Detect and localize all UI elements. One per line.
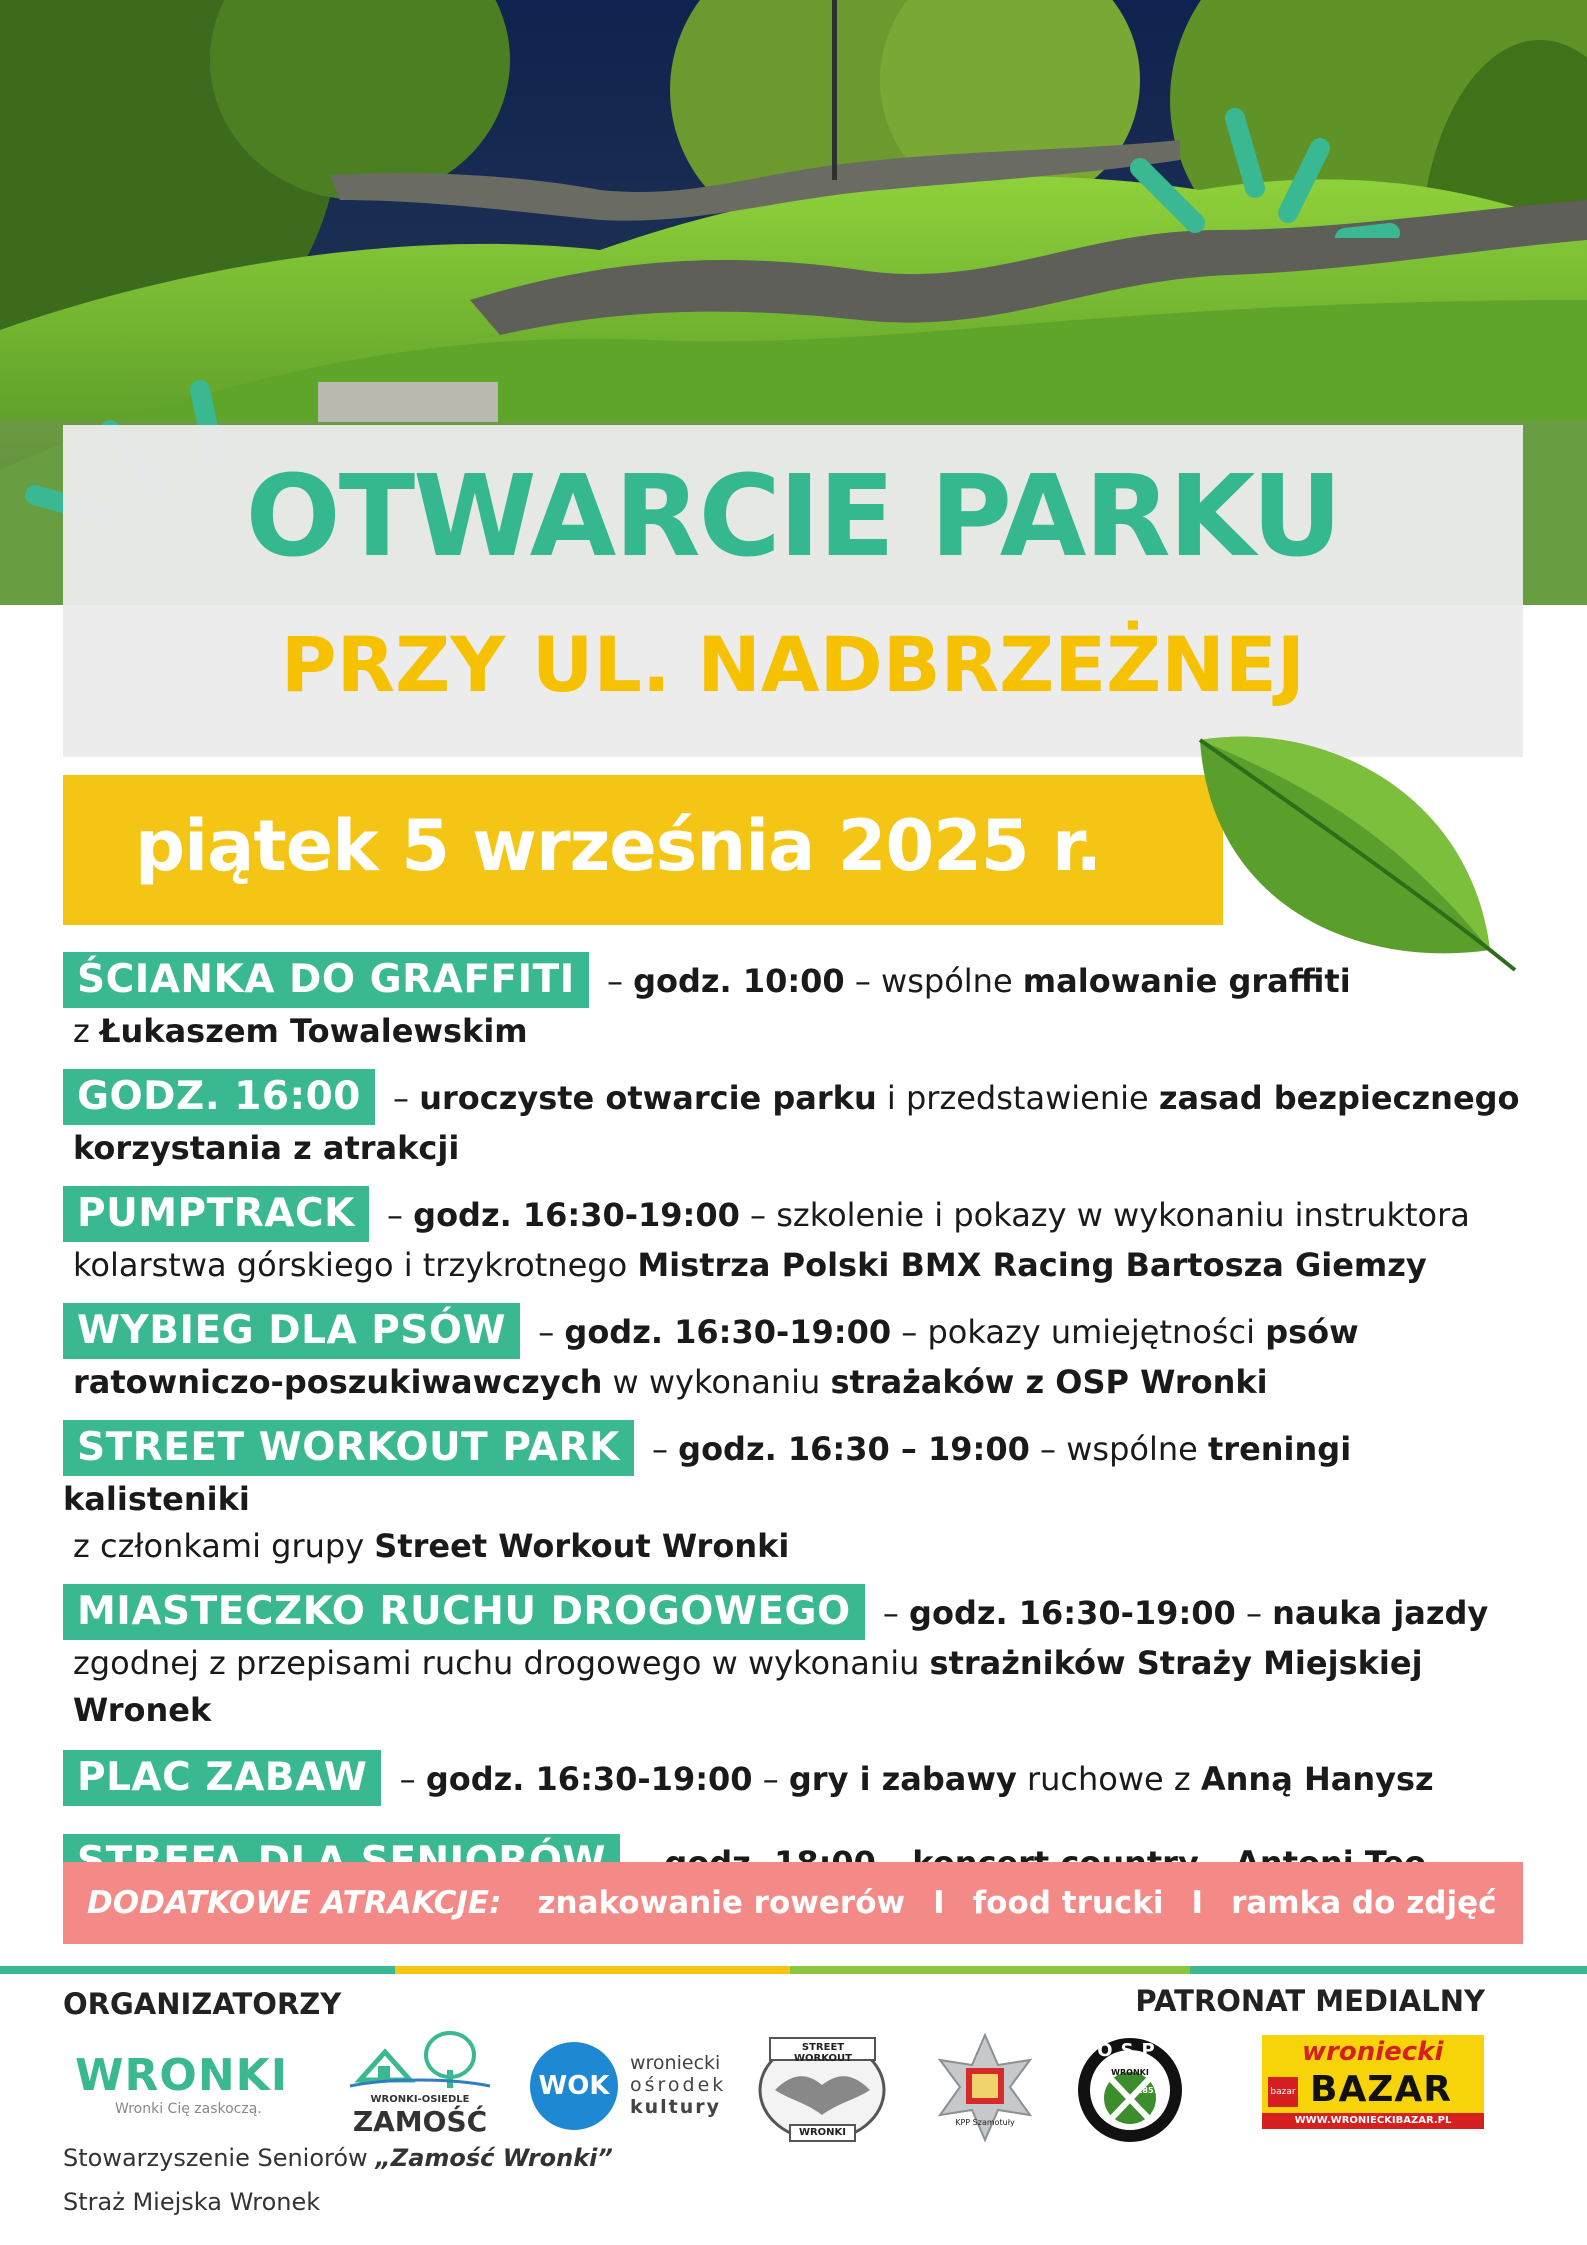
separator: I — [1191, 1885, 1204, 1921]
event-text-bold: nauka jazdy — [1272, 1594, 1489, 1632]
event-text: ruchowe z — [1016, 1760, 1201, 1798]
event-text-bold: uroczyste otwarcie parku — [419, 1079, 877, 1117]
event-item — [63, 1420, 1523, 1570]
event-tag: GODZ. 16:00 — [63, 1069, 375, 1125]
event-text: – szkolenie i pokazy w wykonaniu instruktora — [739, 1196, 1470, 1234]
event-text-bold: godz. 16:30-19:00 — [564, 1313, 892, 1351]
event-tag: WYBIEG DLA PSÓW — [63, 1303, 520, 1359]
event-continuation — [63, 1640, 1523, 1687]
wok-logo: WOK wroniecki ośrodek kultury — [530, 2042, 740, 2132]
event-item — [63, 1750, 1523, 1806]
separator: I — [933, 1885, 945, 1921]
event-continuation — [63, 1008, 1523, 1055]
extra-attractions-bar — [63, 1862, 1523, 1944]
extra-item: food trucki — [972, 1885, 1164, 1921]
event-text: – — [596, 962, 634, 1000]
event-text: – — [1235, 1594, 1273, 1632]
event-text: – wspólne — [844, 962, 1023, 1000]
event-text: – — [382, 1079, 420, 1117]
event-text-bold: psów — [1265, 1313, 1359, 1351]
page-title: OTWARCIE PARKU — [245, 452, 1341, 582]
event-tag: PLAC ZABAW — [63, 1750, 381, 1806]
event-item — [63, 1186, 1523, 1289]
event-text: z członkami grupy — [73, 1527, 375, 1565]
event-continuation — [63, 1523, 1523, 1570]
event-text-bold: ratowniczo-poszukiwawczych — [73, 1363, 603, 1401]
event-text: zgodnej z przepisami ruchu drogowego w wykonaniu — [73, 1644, 930, 1682]
event-item — [63, 1584, 1523, 1734]
event-text-bold: Łukaszem Towalewskim — [99, 1012, 528, 1050]
events-list — [63, 948, 1523, 1890]
event-text-bold: Wronek — [73, 1691, 212, 1729]
event-text-bold: godz. 10:00 — [633, 962, 845, 1000]
extra-item: znakowanie rowerów — [537, 1885, 906, 1921]
page-subtitle: PRZY UL. NADBRZEŻNEJ — [280, 620, 1306, 709]
extra-item: ramka do zdjęć — [1231, 1885, 1497, 1921]
wronki-logo: WRONKI Wronki Cię zaskoczą. — [75, 2050, 289, 2117]
event-text: i przedstawienie — [876, 1079, 1159, 1117]
sparkle-decoration-top — [1120, 108, 1410, 238]
event-text-bold: godz. 16:30-19:00 — [909, 1594, 1236, 1632]
event-item — [63, 1303, 1523, 1406]
organizer-line-2: Straż Miejska Wronek — [63, 2188, 321, 2216]
event-text-bold: Anną Hanysz — [1200, 1760, 1434, 1798]
event-text-bold: godz. 16:30-19:00 — [413, 1196, 740, 1234]
organizer-line-1: Stowarzyszenie Seniorów „Zamość Wronki” — [63, 2144, 613, 2172]
extra-attractions-label: DODATKOWE ATRAKCJE: — [87, 1885, 502, 1921]
zamosc-logo: WRONKI-OSIEDLE ZAMOŚĆ — [340, 2030, 500, 2140]
police-logo: KPP Szamotuły — [930, 2030, 1040, 2145]
event-continuation — [63, 1687, 1523, 1734]
event-item — [63, 1069, 1523, 1172]
event-text: w wykonaniu — [602, 1363, 831, 1401]
event-text-bold: Mistrza Polski BMX Racing Bartosza Giemzy — [637, 1246, 1427, 1284]
event-text-bold: korzystania z atrakcji — [73, 1129, 460, 1167]
event-text-bold: treningi kalisteniki — [63, 1430, 1352, 1518]
event-text: – — [641, 1430, 679, 1468]
event-date: piątek 5 września 2025 r. — [135, 805, 1102, 887]
event-text: – — [752, 1760, 789, 1798]
event-text: – — [376, 1196, 414, 1234]
event-text: – — [872, 1594, 910, 1632]
event-continuation — [63, 1242, 1523, 1289]
organizers-heading: ORGANIZATORZY — [63, 1987, 342, 2021]
event-tag: PUMPTRACK — [63, 1186, 369, 1242]
event-text: – — [528, 1313, 565, 1351]
color-stripe — [0, 1966, 1587, 1974]
event-tag: ŚCIANKA DO GRAFFITI — [63, 952, 589, 1008]
patron-heading: PATRONAT MEDIALNY — [1135, 1984, 1485, 2018]
event-item — [63, 952, 1523, 1055]
event-text-bold: godz. 16:30 – 19:00 — [678, 1430, 1030, 1468]
event-text-bold: malowanie graffiti — [1022, 962, 1351, 1000]
event-text: – — [389, 1760, 426, 1798]
event-text-bold: zasad bezpiecznego — [1158, 1079, 1520, 1117]
event-text: – pokazy umiejętności — [891, 1313, 1266, 1351]
event-text-bold: Street Workout Wronki — [374, 1527, 790, 1565]
event-text-bold: godz. 16:30-19:00 — [425, 1760, 753, 1798]
event-text-bold: strażników Straży Miejskiej — [929, 1644, 1423, 1682]
event-text: z — [73, 1012, 100, 1050]
street-workout-logo: STREET WORKOUT WRONKI — [755, 2030, 890, 2145]
event-tag: MIASTECZKO RUCHU DROGOWEGO — [63, 1584, 865, 1640]
wroniecki-bazar-logo: wroniecki bazar BAZAR WWW.WRONIECKIBAZAR.PL — [1262, 2035, 1484, 2129]
event-text-bold: gry i zabawy — [788, 1760, 1017, 1798]
event-tag: STREET WORKOUT PARK — [63, 1420, 634, 1476]
event-text: kolarstwa górskiego i trzykrotnego — [73, 1246, 638, 1284]
leaf-icon — [1180, 720, 1520, 980]
event-continuation — [63, 1125, 1523, 1172]
event-text: – wspólne — [1029, 1430, 1208, 1468]
event-continuation — [63, 1359, 1523, 1406]
osp-logo: OSP WRONKI 1857 — [1075, 2028, 1185, 2153]
event-text-bold: strażaków z OSP Wronki — [830, 1363, 1268, 1401]
